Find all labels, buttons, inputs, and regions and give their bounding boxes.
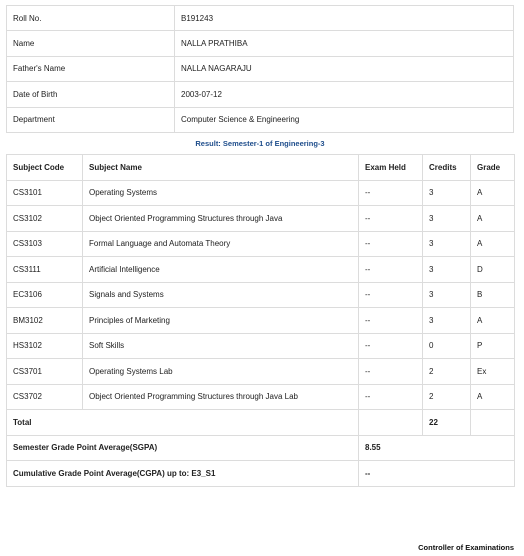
department-label: Department [7,107,175,132]
exam-held: -- [359,206,423,232]
grades-header-row [7,155,515,181]
subject-name: Object Oriented Programming Structures through Java [83,206,359,232]
father-name-row [7,56,514,81]
father-name-label: Father's Name [7,56,175,81]
grade: Ex [471,359,515,385]
subject-name: Formal Language and Automata Theory [83,231,359,257]
subject-name: Object Oriented Programming Structures through Java Lab [83,384,359,410]
grade: A [471,308,515,334]
subject-code: CS3111 [7,257,83,283]
subject-name: Artificial Intelligence [83,257,359,283]
exam-held: -- [359,257,423,283]
subject-code: HS3102 [7,333,83,359]
subject-name: Operating Systems Lab [83,359,359,385]
cgpa-label: Cumulative Grade Point Average(CGPA) up to: E3_S1 [7,461,359,487]
total-label: Total [7,410,359,436]
exam-held: -- [359,180,423,206]
table-row [7,231,515,257]
grade: P [471,333,515,359]
credits: 3 [423,231,471,257]
dob-value: 2003-07-12 [175,82,514,107]
controller-signature: Controller of Examinations [418,543,514,552]
total-credits: 22 [423,410,471,436]
sgpa-label: Semester Grade Point Average(SGPA) [7,435,359,461]
cgpa-value: -- [359,461,515,487]
table-row [7,206,515,232]
name-label: Name [7,31,175,56]
sgpa-value: 8.55 [359,435,515,461]
exam-held: -- [359,333,423,359]
dob-row [7,82,514,107]
credits: 3 [423,308,471,334]
subject-name: Soft Skills [83,333,359,359]
credits: 3 [423,282,471,308]
roll-no-label: Roll No. [7,6,175,31]
credits: 3 [423,180,471,206]
grade: A [471,180,515,206]
subject-code: BM3102 [7,308,83,334]
student-info-table [6,5,514,133]
exam-held: -- [359,282,423,308]
table-row [7,282,515,308]
credits: 3 [423,206,471,232]
subject-code: CS3702 [7,384,83,410]
exam-held: -- [359,308,423,334]
header-subject-code: Subject Code [7,155,83,181]
subject-code: CS3103 [7,231,83,257]
header-subject-name: Subject Name [83,155,359,181]
table-row [7,384,515,410]
total-row [7,410,515,436]
roll-no-row [7,6,514,31]
subject-code: CS3101 [7,180,83,206]
name-value: NALLA PRATHIBA [175,31,514,56]
table-row [7,333,515,359]
subject-code: EC3106 [7,282,83,308]
sgpa-row [7,435,515,461]
grade: A [471,206,515,232]
department-row [7,107,514,132]
header-grade: Grade [471,155,515,181]
exam-held: -- [359,359,423,385]
total-exam-empty [359,410,423,436]
subject-code: CS3102 [7,206,83,232]
cgpa-row [7,461,515,487]
table-row [7,180,515,206]
grades-table [6,154,515,487]
dob-label: Date of Birth [7,82,175,107]
credits: 2 [423,359,471,385]
subject-name: Signals and Systems [83,282,359,308]
header-credits: Credits [423,155,471,181]
result-heading: Result: Semester-1 of Engineering-3 [195,139,325,148]
subject-name: Operating Systems [83,180,359,206]
exam-held: -- [359,231,423,257]
grade: D [471,257,515,283]
header-exam-held: Exam Held [359,155,423,181]
credits: 3 [423,257,471,283]
department-value: Computer Science & Engineering [175,107,514,132]
total-grade-empty [471,410,515,436]
exam-held: -- [359,384,423,410]
table-row [7,257,515,283]
credits: 2 [423,384,471,410]
credits: 0 [423,333,471,359]
subject-code: CS3701 [7,359,83,385]
father-name-value: NALLA NAGARAJU [175,56,514,81]
table-row [7,308,515,334]
grade: B [471,282,515,308]
name-row [7,31,514,56]
grade: A [471,231,515,257]
subject-name: Principles of Marketing [83,308,359,334]
roll-no-value: B191243 [175,6,514,31]
table-row [7,359,515,385]
grade: A [471,384,515,410]
